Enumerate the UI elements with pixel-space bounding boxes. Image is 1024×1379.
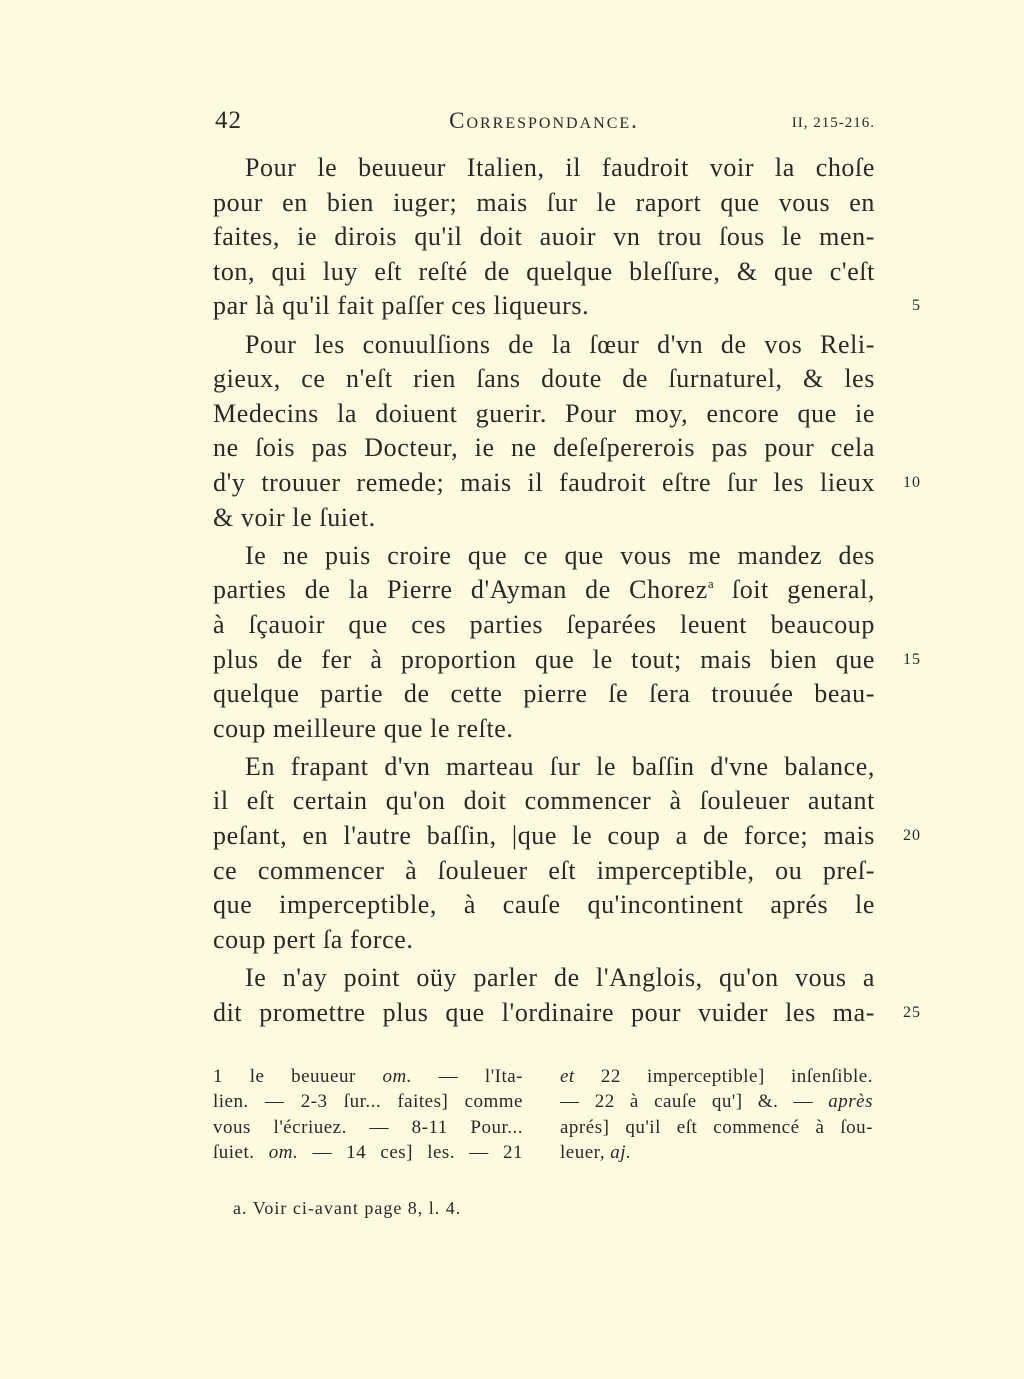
variant-column-right <box>560 1064 873 1165</box>
footnote-reference: a <box>707 576 714 592</box>
line-text: ce commencer à ſouleuer eſt imperceptible, ou preſ- <box>213 855 875 885</box>
footnote-mark: a. <box>233 1198 248 1218</box>
variant-readings <box>213 1064 873 1166</box>
line-text: En frapant d'vn marteau ſur le baſſin d'vne balance, <box>245 751 875 781</box>
variant-line <box>560 1089 873 1114</box>
text-line <box>213 961 875 996</box>
paragraph <box>213 961 921 1030</box>
running-title: Correspondance. <box>449 108 639 133</box>
paragraph <box>213 328 921 536</box>
text-line <box>213 677 875 712</box>
footnote <box>233 1195 461 1221</box>
line-text: ton, qui luy eſt reſté de quelque bleſſure, & que c'eſt <box>213 256 875 286</box>
page-number: 42 <box>215 107 242 134</box>
text-line <box>213 186 875 221</box>
variant-text: lien. — 2-3 ſur... faites] comme <box>213 1091 523 1113</box>
variant-italic: et <box>560 1066 575 1087</box>
paragraph <box>213 539 921 747</box>
line-text: faites, ie dirois qu'il doit auoir vn trou ſous le men- <box>213 222 875 252</box>
variant-text: — 14 ces] les. — 21 <box>298 1141 523 1163</box>
text-line <box>213 501 875 536</box>
text-line <box>213 712 875 747</box>
text-line <box>213 255 875 290</box>
line-text: Pour le beuueur Italien, il faudroit voir la choſe <box>245 153 875 182</box>
line-text: peſant, en l'autre baſſin, |que le coup a de force; mais <box>213 821 875 851</box>
line-text: quelque partie de cette pierre ſe ſera trouuée beau- <box>213 679 875 709</box>
variant-italic: om. <box>268 1141 299 1163</box>
variant-text: — l'Ita- <box>412 1066 523 1087</box>
line-text: coup meilleure que le reſte. <box>213 713 514 743</box>
line-text: gieux, ce n'eſt rien ſans doute de ſurnaturel, & les <box>213 364 875 394</box>
line-text: plus de fer à proportion que le tout; mais bien que <box>213 644 875 674</box>
variant-line <box>560 1115 873 1140</box>
line-text: ſoit general, <box>713 575 875 605</box>
text-line <box>213 750 875 785</box>
text-line <box>213 431 875 466</box>
text-line <box>213 220 875 255</box>
text-line <box>213 784 875 819</box>
text-line <box>213 362 875 397</box>
line-text: à ſçauoir que ces parties ſeparées leuent beaucoup <box>213 609 875 639</box>
variant-italic: après <box>828 1091 873 1113</box>
line-text: & voir le ſuiet. <box>213 502 376 532</box>
line-text: que imperceptible, à cauſe qu'incontinent aprés le <box>213 890 875 920</box>
paragraph <box>213 750 921 958</box>
variant-line <box>213 1089 523 1114</box>
variant-column-left <box>213 1064 523 1165</box>
text-line <box>213 996 921 1031</box>
line-text: ne ſois pas Docteur, ie ne deſeſpererois pas pour cela <box>213 433 875 463</box>
variant-text: aprés] qu'il eſt commencé à ſou- <box>560 1116 873 1138</box>
text-line <box>213 397 875 432</box>
line-number: 15 <box>903 650 921 668</box>
variant-line <box>213 1064 523 1089</box>
text-line <box>213 539 875 574</box>
footnote-text: Voir ci-avant page 8, l. 4. <box>252 1198 462 1218</box>
text-line <box>213 888 875 923</box>
variant-text: — 22 à cauſe qu'] &. — <box>560 1091 829 1113</box>
variant-text: 22 imperceptible] inſenſible. <box>574 1066 873 1087</box>
line-text: Ie n'ay point oüy parler de l'Anglois, qu'on vous a <box>245 963 875 993</box>
variant-text: vous l'écriuez. — 8-11 Pour... <box>213 1116 523 1138</box>
line-number: 20 <box>903 827 921 845</box>
line-number: 25 <box>903 1003 921 1021</box>
variant-line <box>213 1115 523 1140</box>
variant-line <box>560 1140 873 1165</box>
line-text: Medecins la doiuent guerir. Pour moy, encore que ie <box>213 398 875 428</box>
variant-line <box>560 1064 873 1089</box>
text-line <box>213 151 875 186</box>
text-line <box>213 328 875 363</box>
variant-italic: om. <box>382 1066 413 1087</box>
variant-text: ſuiet. <box>213 1141 269 1163</box>
running-header <box>213 106 875 136</box>
text-line <box>213 643 921 678</box>
variant-text: leuer, <box>560 1141 611 1163</box>
paragraph <box>213 151 921 324</box>
text-line <box>213 289 921 324</box>
line-text: d'y trouuer remede; mais il faudroit eſtre ſur les lieux <box>213 467 875 497</box>
text-line <box>213 819 921 854</box>
line-text: dit promettre plus que l'ordinaire pour vuider les ma- <box>213 997 875 1027</box>
text-line <box>213 608 875 643</box>
text-line <box>213 923 875 958</box>
variant-line <box>213 1140 523 1165</box>
text-line <box>213 854 875 889</box>
line-text: par là qu'il fait paſſer ces liqueurs. <box>213 291 590 321</box>
page-reference: II, 215-216. <box>791 115 875 131</box>
line-text: coup pert ſa force. <box>213 924 414 954</box>
line-text: pour en bien iuger; mais ſur le raport que vous en <box>213 187 875 217</box>
line-text: Pour les conuulſions de la ſœur d'vn de vos Reli- <box>245 329 875 359</box>
text-line <box>213 466 921 501</box>
line-text: parties de la Pierre d'Ayman de Chorez <box>213 575 708 605</box>
line-number: 10 <box>903 473 921 491</box>
line-number: 5 <box>912 297 921 315</box>
line-text: Ie ne puis croire que ce que vous me mandez des <box>245 540 875 570</box>
variant-text: 1 le beuueur <box>213 1066 383 1087</box>
line-text: il eſt certain qu'on doit commencer à ſouleuer autant <box>213 786 875 816</box>
variant-italic: aj. <box>610 1141 632 1163</box>
body-text <box>213 151 921 1030</box>
text-line <box>213 573 875 608</box>
